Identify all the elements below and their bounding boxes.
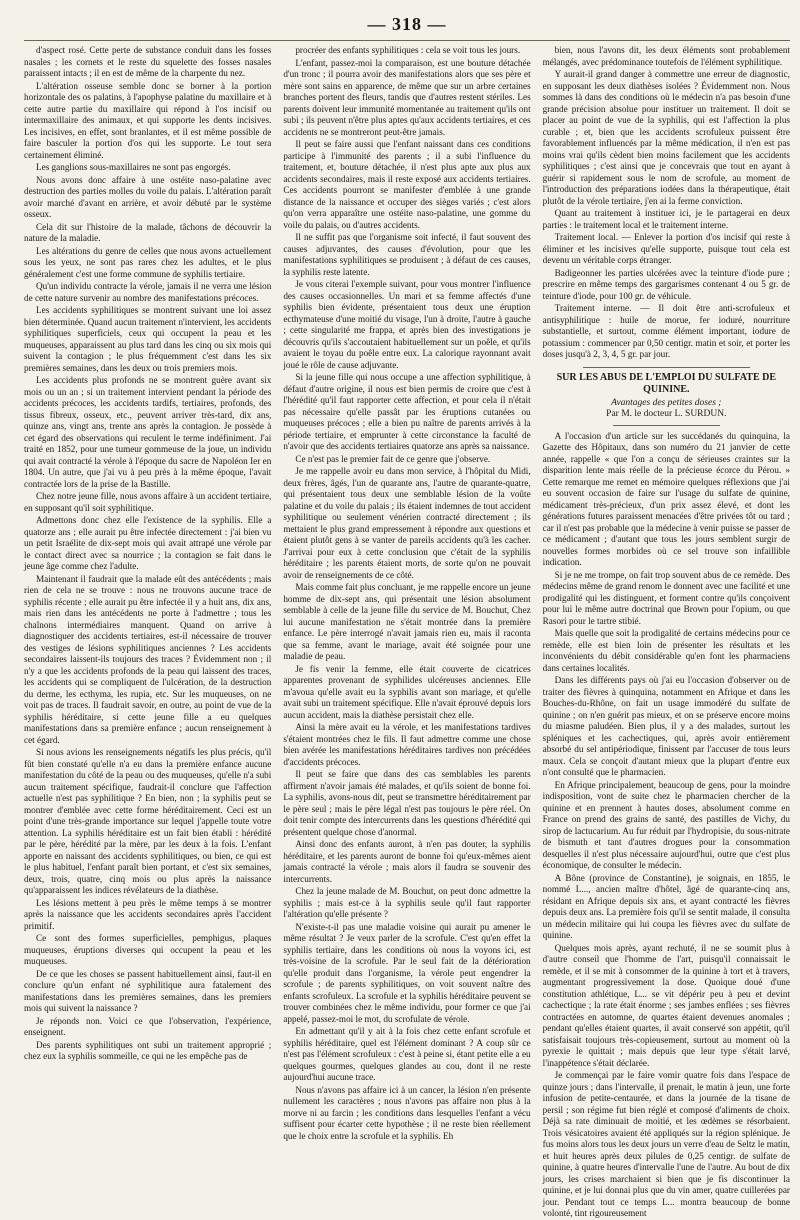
article-separator-rule: [583, 367, 750, 368]
paragraph: Je me rappelle avoir eu dans mon service, à l'hôpital du Midi, deux frères, âgés, l'un de quarante ans, l'autre de quarante-quatre, qui présentaient tous deux une semblable lésion de la voûte palatine et du voile du palais ; ils étaient indemnes de tout accident syphilitique ou seulement vénérien contracté directement ; ils mettaient le plus grand empressement à répondre aux questions et étaient plutôt gens à se vanter de pareils accidents qu'à les cacher. J'arrivai pour eux à cette conclusion que c'était de la syphilis héréditaire ; les parents étaient morts, de sorte qu'on ne pouvait avoir de renseignements de ce côté.: [283, 466, 531, 580]
paragraph: Badigeonner les parties ulcérées avec la teinture d'iode pure ; prescrire en même temps des gargarismes contenant 4 ou 5 gr. de teinture d'iode, pour 100 gr. de véhicule.: [542, 267, 790, 301]
paragraph: Les accidents plus profonds ne se montrent guère avant six mois ou un an ; si un traitement intervient pendant la période des accidents précoces, les accidents tardifs, tertiaires, profonds, des tissus fibreux, osseux, etc., peuvent arriver très-tard, dix ans, quinze ans, vingt ans, trente ans après la contagion. Je possède à cet égard des observations qui reculent le terme indéfiniment. J'ai traité en 1852, pour une tumeur gommeuse de la joue, un individu qui avait contracté la vérole à l'époque du sacre de Napoléon Ier en 1804. Un autre, que j'ai vu à peu près à la même époque, l'avait contractée lors de la prise de la Bastille.: [24, 375, 272, 489]
paragraph: Ainsi donc des enfants auront, à n'en pas douter, la syphilis héréditaire, et les parents auront de bonne foi qu'eux-mêmes aient jamais contracté la vérole ; mais alors il faudra se souvenir des intercurrents.: [283, 839, 531, 884]
paragraph: Chez la jeune malade de M. Bouchut, on peut donc admettre la syphilis ; mais est-ce à la syphilis seule qu'il faut rapporter l'altération qu'elle présente ?: [283, 886, 531, 919]
text-columns: [24, 45, 790, 1218]
paragraph: Mais comme fait plus concluant, je me rappelle encore un jeune homme de dix-sept ans, qui présentait une lésion absolument semblable à celle de la jeune fille du service de M. Bouchut, Chez lui aucune manifestation ne s'était montrée dans la première enfance. Le père interrogé n'avait jamais rien eu, mais il raconta que sa femme, avant le mariage, avait été soignée pour une maladie de peau.: [283, 582, 531, 661]
paragraph: Traitement local. — Enlever la portion d'os incisif qui reste à éliminer et les incisives qu'elle supporte, puisque tout cela est devenu un véritable corps étranger.: [542, 232, 790, 265]
column-2: [283, 45, 530, 1157]
paragraph: Ainsi la mère avait eu la vérole, et les manifestations tardives s'étaient montrées chez le fils. Il faut admettre comme une chose bien avérée les manifestations héréditaires tardives non précédées d'accidents précoces.: [283, 722, 531, 767]
paragraph: Si la jeune fille qui nous occupe a une affection syphilitique, à défaut d'autre origine, il nous est bien permis de croire que c'est à l'hérédité qu'il faut rapporter cette affection, et pour cela il n'était pas nécessaire qu'elle passât par les éruptions cutanées ou muqueuses précoces ; elle a bien pu naître de parents arrivés à la période tertiaire, et emprunter à cette circonstance la faculté de n'avoir que des accidents tertiaires quatorze ans après sa naissance.: [283, 372, 531, 451]
paragraph: L'enfant, passez-moi la comparaison, est une bouture détachée d'un tronc ; il pourra avoir des manifestations alors que ses père et mère sont sains en apparence, de même que sur un arbre certaines branches portent des fleurs, tandis que d'autres restent stériles. Les parents doivent leur immunité momentanée au traitement qu'ils ont subi ; ils peuvent n'être plus aptes qu'aux accidents tertiaires, et ces accidents ne se montreront peut-être jamais.: [283, 57, 531, 137]
paragraph: Si je ne me trompe, on fait trop souvent abus de ce remède. Des médecins même de grand renom le donnent avec une facilité et une prodigalité qui les distinguent, et forment contre qu'ils conçoivent pour lui le même autre doctrinal que Brown pour l'opium, ou que Rasori pour le tartre stibié.: [542, 569, 790, 626]
page-number: — 318 —: [367, 14, 447, 34]
paragraph: Les lésions mettent à peu près le même temps à se montrer après la naissance que les accidents secondaires après l'accident primitif.: [24, 897, 272, 931]
paragraph: A Bône (province de Constantine), je soignais, en 1855, le nommé L..., ancien maître d'hôtel, âgé de quarante-cinq ans, résidant en Afrique depuis six ans, et ayant contracté les fièvres depuis deux ans. La première fois qu'il se sentit malade, il consulta un médecin militaire qui lui coupa les fièvres avec du sulfate de quinine.: [542, 872, 790, 940]
paragraph: Cela dit sur l'histoire de la malade, tâchons de découvrir la nature de la maladie.: [24, 221, 272, 243]
paragraph: Mais quelle que soit la prodigalité de certains médecins pour ce remède, elle est bien loin de présenter les résultats et les inconvénients du débit considérable qu'en font les pharmaciens dans certaines localités.: [542, 628, 790, 673]
paragraph: N'existe-t-il pas une maladie voisine qui aurait pu amener le même résultat ? Je veux parler de la scrofule. C'est qu'en effet la syphilis tertiaire, dans les conditions où nous la voyons ici, est très-voisine de la scrofule. Par le seul fait de la détérioration qu'elle produit dans l'organisme, la vérole peut engendrer la scrofule ; de parents syphilitiques, on voit souvent naître des enfants scrofuleux. La scrofule et la syphilis héréditaire peuvent se trouver combinées chez le même individu, pour former ce que j'ai appelé, passez-moi le mot, du scrofulate de vérole.: [283, 921, 531, 1024]
article-byline: Par M. le docteur L. SURDUN.: [606, 409, 727, 419]
paragraph: Si nous avions les renseignements négatifs les plus précis, qu'il fût bien constaté qu'elle n'a eu dans la première enfance aucune manifestation du côté de la peau ou des muqueuses, qu'elle n'a subi aucun traitement spécifique, faudrait-il conclure que l'affection actuelle n'est pas syphilitique ? En bien, non ; la syphilis peut se montrer d'emblée avec cette forme héréditairement. Ceci est un point d'une très-grande importance sur lequel j'appelle toute votre attention. La syphilis héréditaire est un fait bien établi : hérédité par le père, hérédité par la mère, par les deux à la fois. L'enfant apporte en naissant des accidents syphilitiques, ou bien, ce qui est le plus habituel, l'enfant paraît bien portant, et c'est six semaines, deux, trois, quatre, cinq mois ou plus après la naissance qu'apparaissent les indices révélateurs de la diathèse.: [24, 747, 272, 895]
paragraph: Des parents syphilitiques ont subi un traitement approprié ; chez eux la syphilis sommeille, ce qui ne les empêche pas de: [24, 1039, 272, 1061]
paragraph: De ce que les choses se passent habituellement ainsi, faut-il en conclure qu'un enfant né syphilitique aura fatalement des manifestations dans les premières semaines, dans les premiers mois qui suivent la naissance ?: [24, 968, 272, 1013]
paragraph: Il peut se faire aussi que l'enfant naissant dans ces conditions participe à l'immunité des parents ; il a subi l'influence du traitement, et, bouture détachée, il n'est plus apte aux plus aux accidents secondaires, mais il reste exposé aux accidents tertiaires. Ces accidents pourront se manifester d'emblée à une grande distance de la naissance et occuper des sièges variés ; c'est alors qu'on verra apparaître une ostéite naso-palatine, une gomme du voile du palais, ou d'autres accidents.: [283, 139, 531, 230]
paragraph: Qu'un individu contracte la vérole, jamais il ne verra une lésion de cette nature survenir au nombre des manifestations précoces.: [24, 281, 272, 303]
column-3-article-text: [543, 431, 790, 1220]
column-3: [542, 45, 790, 1218]
paragraph: Nous avons donc affaire à une ostéite naso-palatine avec destruction des parties molles du voile du palais. L'altération paraît avoir marché d'avant en arrière, et avoir débuté par le système osseux.: [24, 174, 272, 219]
paragraph: Ce sont des formes superficielles, pemphigus, plaques muqueuses, éruptions diverses qui occupent la peau et les muqueuses.: [24, 933, 272, 966]
paragraph: Je réponds non. Voici ce que l'observation, l'expérience, enseignent.: [24, 1015, 272, 1037]
paragraph: Les altérations du genre de celles que nous avons actuellement sous les yeux, ne sont pas rares chez les adultes, et le plus généralement c'est une forme commune de syphilis tertiaire.: [24, 245, 272, 279]
paragraph: Je fis venir la femme, elle était couverte de cicatrices apparentes provenant de syphilides ulcéreuses anciennes. Elle m'avoua qu'elle avait eu la syphilis avant son mariage, et qu'elle avait subi un traitement spécifique. Elle n'avait éprouvé depuis lors aucun accident, mais la diathèse persistait chez elle.: [283, 663, 531, 720]
byline-rule: [613, 425, 720, 426]
paragraph: bien, nous l'avons dit, les deux éléments sont probablement mélangés, avec prédominance toutefois de l'élément syphilitique.: [542, 45, 790, 67]
paragraph: Quelques mois après, ayant rechuté, il ne se soumit plus à d'autre conseil que l'homme de l'art, puisqu'il connaissait le remède, et il se mit à consommer de la quinine à tort et à travers, augmentant progressivement la dose. Quoique doué d'une constitution athlétique, L... se vit dépérir peu à peu et devint cachectique ; la rate était énorme ; ses jambes enflées ; ses fièvres contractées en automne, de quartes étaient devenues anomales ; pendant qu'elles étaient quartes, il avait conservé son appétit, qu'il satisfaisait toujours très-copieusement, surtout au moment où la pyrexie le quittait ; mais depuis que leur type s'était larvé, l'inappétence s'était déclarée.: [542, 942, 790, 1068]
paragraph: En admettant qu'il y ait à la fois chez cette enfant scrofule et syphilis héréditaire, quel est l'élément dominant ? A coup sûr ce n'est pas l'élément scrofuleux : c'est à peine si, étant petite elle a eu quelques gourmes, quelques glandes au cou, dont il ne reste aujourd'hui aucune trace.: [283, 1026, 531, 1082]
paragraph: Admettons donc chez elle l'existence de la syphilis. Elle a quatorze ans ; elle aurait pu être infectée directement : j'ai bien vu un petit Israélite de dix-sept mois qui avait attrapé une vérole par le contact direct avec sa nourrice ; la contagion se fait dans le jeune âge comme chez l'adulte.: [24, 515, 272, 571]
paragraph: Les accidents syphilitiques se montrent suivant une loi assez bien déterminée. Quand aucun traitement n'intervient, les accidents syphilitiques superficiels, ceux qui occupent la peau et les muqueuses, apparaissent au plus tard dans les cinq ou six mois qui suivent la contagion ; le plus fréquemment c'est dans les six premières semaines, dans les deux ou trois premiers mois.: [24, 305, 272, 373]
paragraph: Je commençai par le faire vomir quatre fois dans l'espace de quinze jours ; dans l'intervalle, il prenait, le matin à jeun, une forte infusion de petite-centaurée, et dans la journée de la tisane de persil ; son régime fut bien réglé et composé d'aliments de choix. Déjà sa rate diminuait de moitié, et les œdèmes se résorbaient. Trois vésicatoires avaient été appliqués sur la région splénique. Je fus moins alors tous les deux jours un verre d'eau de Seltz le matin, et huit heures après deux pilules de 0,25 centigr. de sulfate de quinine, à quatre heures d'intervalle l'une de l'autre. Au bout de dix jours, les crises marchaient si bien que je fis discontinuer la quinine, et je lui donnai plus que du vin amer, quatre cuillerées par jour. Pendant tout ce temps L... montra beaucoup de bonne volonté, tint rigoureusement: [542, 1070, 790, 1218]
paragraph: Nous n'avons pas affaire ici à un cancer, la lésion n'en présente nullement les caractères ; nous n'avons pas affaire non plus à la morve ni au farcin ; les conditions dans lesquelles l'enfant a vécu suffisent pour écarter cette hypothèse ; il ne reste bien réellement que le choix entre la scrofule et la syphilis. Eh: [283, 1084, 531, 1141]
paragraph: Dans les différents pays où j'ai eu l'occasion d'observer ou de traiter des fièvres à quinquina, notamment en Afrique et dans les Bouches-du-Rhône, on fait un usage immodéré du sulfate de quinine ; on n'en guérit pas mieux, et on se préserve encore moins du miasme paludéen. Bien plus, il y a des malades, surtout les spléniques et les cachectiques, qui, après avoir entièrement absorbé du sel antipériodique, finissent par l'accuser de tous leurs maux. Cela se conçoit d'autant mieux que la plupart d'entre eux n'ont consulté que le pharmacien.: [542, 675, 790, 777]
paragraph: L'altération osseuse semble donc se borner à la portion horizontale des os palatins, à l'apophyse palatine du maxillaire et à cette autre partie du maxillaire qui répond à l'os incisif ou intermaxillaire des animaux, et qui supporte les dents incisives. Les incisives, en effet, sont branlantes, et il est même possible de faire basculer la portion d'os qui les supporte. Le tout sera certainement éliminé.: [24, 80, 272, 160]
paragraph: Les ganglions sous-maxillaires ne sont pas engorgés.: [36, 162, 231, 172]
paragraph: Je vous citerai l'exemple suivant, pour vous montrer l'influence des causes occasionnelles. Un mari et sa femme affectés d'une syphilis bien évidente, présentaient tous deux une éruption ecthymateuse d'une moitié du visage, l'un à droite, l'autre à gauche ; cette singularité me frappa, et après bien des investigations je découvris qu'ils s'accoutaient habituellement sur un poêle, et qu'ils avaient le toyau du poêle entre eux. La calorique rayonnant avait joué le rôle de cause adjuvante.: [283, 279, 531, 370]
article-title: SUR LES ABUS DE L'EMPLOI DU SULFATE DE QUININE.: [556, 371, 777, 395]
article-subtitle: Avantages des petites doses ;: [611, 397, 722, 408]
paragraph: d'aspect rosé. Cette perte de substance conduit dans les fosses nasales ; les cornets et le reste du squelette des fosses nasales paraissent intacts ; il en est de même de la charpente du nez.: [24, 45, 272, 78]
paragraph: Il ne suffit pas que l'organisme soit infecté, il faut souvent des causes adjuvantes, des causes d'évolution, pour que les manifestations syphilitiques se produisent ; à défaut de ces causes, la syphilis reste latente.: [283, 232, 531, 277]
paragraph: procréer des enfants syphilitiques : cela se voit tous les jours.: [295, 45, 521, 55]
page-header: [24, 10, 790, 41]
paragraph: Ce n'est pas le premier fait de ce genre que j'observe.: [295, 453, 491, 464]
paragraph: Quant au traitement à instituer ici, je le partagerai en deux parties : le traitement local et le traitement interne.: [542, 208, 790, 230]
paragraph: Y aurait-il grand danger à commettre une erreur de diagnostic, en supposant les deux diathèses isolées ? Évidemment non. Nous sommes là dans des conditions où le médecin n'a pas besoin d'une grande précision absolue pour instituer un traitement. Il doit se placer au point de vue de la syphilis, qui est l'affection la plus curable ; et, bien que les accidents scrofuleux puissent être favorablement influencés par la même médication, il n'en est pas moins vrai qu'ils cèdent bien moins facilement que les accidents syphilitiques ; c'est ainsi que je concevrais que tout en ayant à guérir si rapidement sous le nom de scrofule, au moment de l'introduction des préparations iodées dans la thérapeutique, était plutôt de la vérole tertiaire, j'en ai la ferme conviction.: [542, 69, 790, 206]
column-3-top-text: [543, 45, 790, 361]
paragraph: En Afrique principalement, beaucoup de gens, pour la moindre indisposition, vont de suite chez le pharmacien chercher de la quinine et en prennent à hautes doses, absolument comme en France on prend des grains de santé, des pastilles de Vichy, du sirop de lactucarium. Au fur réduit par l'hydropisie, du sous-nitrate de bismuth et tant d'autres drogues pour la consommation desquelles il n'est plus nécessaire aujourd'hui, outre que c'est plus économique, de consulter le médecin.: [542, 779, 790, 870]
paragraph: Traitement interne. — Il doit être anti-scrofuleux et antisyphilitique : huile de morue, fer ioduré, nourriture substantielle, et surtout, comme élément important, iodure de potassium : commencer par 0,50 centigr. matin et soir, et porter les doses jusqu'à 2, 3, 4, 5 gr. par jour.: [542, 303, 790, 359]
column-1: [24, 45, 271, 1157]
paragraph: A l'occasion d'un article sur les succédanés du quinquina, la Gazette des Hôpitaux, dans son numéro du 21 janvier de cette année, rappelle « que l'on a conçu de sérieuses craintes sur la disparition lente mais réelle de la précieuse écorce du Pérou. » Cette remarque me remet en mémoire quelques réflexions que j'ai eu souvent occasion de faire sur l'usage du sulfate de quinine, médicament très-précieux, d'un prix assez élevé, et dont les générations futures paraissent menacées d'être privées tôt ou tard ; car il n'est pas probable que la médecine à venir puisse se passer de ce médicament ; d'autant que tous les jours semblent surgir de nouvelles formes morbides où ce sel trouve son infaillible indication.: [542, 430, 790, 567]
paragraph: Chez notre jeune fille, nous avons affaire à un accident tertiaire, en supposant qu'il soit syphilitique.: [24, 491, 272, 513]
paragraph: Il peut se faire que dans des cas semblables les parents affirment n'avoir jamais été malades, et qu'ils soient de bonne foi. La syphilis, avons-nous dit, peut se transmettre héréditairement par le père seul ; mais le père légal n'est pas toujours le père réel. On doit tenir compte des intercurrents dans les questions d'hérédité qui présentent quelque chose d'anormal.: [283, 769, 531, 837]
paragraph: Maintenant il faudrait que la malade eût des antécédents ; mais rien de cela ne se trouve : nous ne trouvons aucune trace de syphilis récente ; elle aurait pu être infectée il y a huit ans, dix ans, mais rien dans les antécédents ne porte à l'admettre ; tous les chaînons intermédiaires manquent. Quand on arrive à diagnostiquer des accidents tertiaires, est-il nécessaire de trouver des vestiges de lésions syphilitiques anciennes ? Les accidents secondaires laissent-ils toujours des traces ? Évidemment non ; il n'y a que les accidents profonds de la peau qui laissent des traces, les accidents qui se compliquent de l'ulcération, de la destruction du derme, les ecthyma, les rupia, etc. Sur les muqueuses, on ne voit pas de traces. Il faudrait savoir, en outre, au point de vue de la syphilis héréditaire, si cette jeune fille a eu quelques manifestations dans sa première enfance ; aucun renseignement à cet égard.: [24, 573, 272, 745]
